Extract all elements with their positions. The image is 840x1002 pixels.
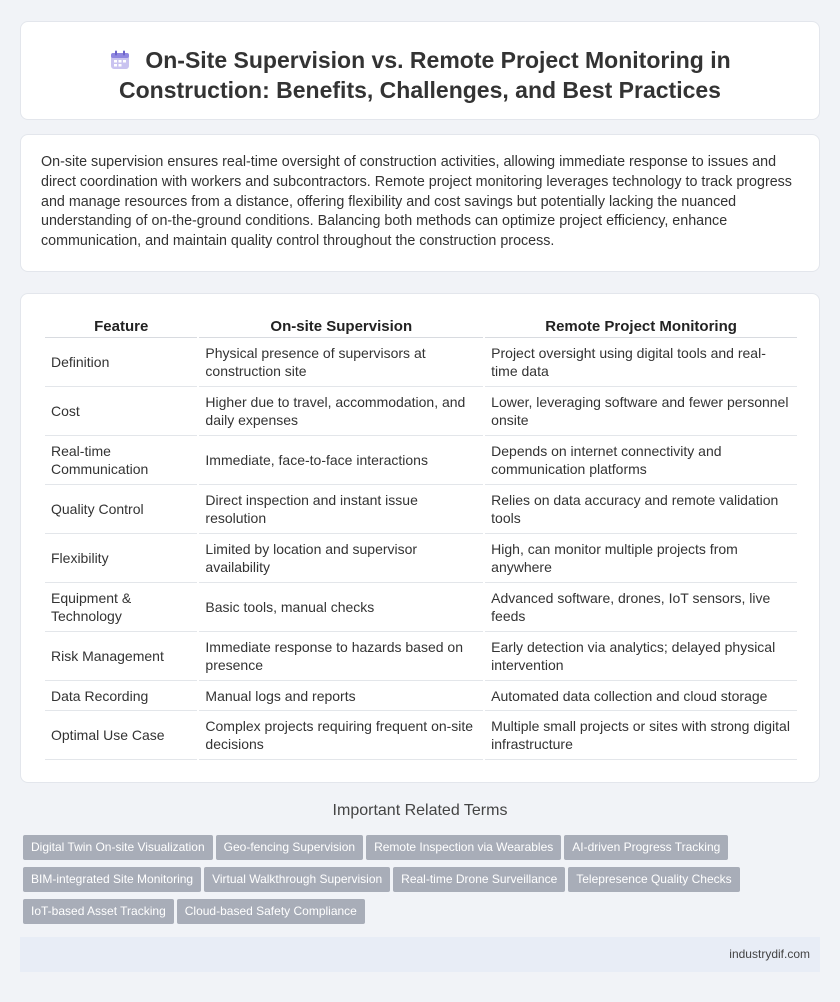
header-on-site: On-site Supervision	[199, 310, 483, 338]
page-title	[41, 45, 799, 105]
on-site-cell: Manual logs and reports	[199, 681, 483, 711]
table-row	[45, 632, 797, 681]
intro-paragraph: On-site supervision ensures real-time oversight of construction activities, allowing immediate response to issues and direct coordination with workers and subcontractors. Remote project monitoring leverages technology to track progress and manage resources from a distance, offering flexibility and cost savings but potentially lacking the nuanced understanding of on-the-ground conditions. Balancing both methods can optimize project efficiency, enhance communication, and maintain quality control throughout the construction process.	[41, 154, 792, 250]
footer-site-link[interactable]: industrydif.com	[729, 947, 810, 961]
table-row	[45, 681, 797, 711]
comparison-card	[20, 293, 820, 783]
feature-cell: Optimal Use Case	[45, 711, 197, 760]
table-header-row	[45, 310, 797, 338]
remote-cell: Advanced software, drones, IoT sensors, live feeds	[485, 583, 797, 632]
table-row	[45, 387, 797, 436]
remote-cell: Multiple small projects or sites with strong digital infrastructure	[485, 711, 797, 760]
remote-cell: High, can monitor multiple projects from anywhere	[485, 534, 797, 583]
page-title-text: On-Site Supervision vs. Remote Project Monitoring in Construction: Benefits, Challenges, and Best Practices	[119, 47, 731, 103]
on-site-cell: Limited by location and supervisor availability	[199, 534, 483, 583]
feature-cell: Real-time Communication	[45, 436, 197, 485]
header-remote: Remote Project Monitoring	[485, 310, 797, 338]
related-term-tag[interactable]: Geo-fencing Supervision	[216, 835, 363, 860]
table-row	[45, 583, 797, 632]
related-terms-tags	[23, 835, 823, 931]
header-feature: Feature	[45, 310, 197, 338]
remote-cell: Early detection via analytics; delayed physical intervention	[485, 632, 797, 681]
feature-cell: Quality Control	[45, 485, 197, 534]
feature-cell: Cost	[45, 387, 197, 436]
related-term-tag[interactable]: BIM-integrated Site Monitoring	[23, 867, 201, 892]
on-site-cell: Immediate, face-to-face interactions	[199, 436, 483, 485]
remote-cell: Project oversight using digital tools and real-time data	[485, 338, 797, 387]
comparison-table	[43, 310, 799, 760]
table-row	[45, 711, 797, 760]
title-card	[20, 21, 820, 120]
feature-cell: Equipment & Technology	[45, 583, 197, 632]
related-term-tag[interactable]: IoT-based Asset Tracking	[23, 899, 174, 924]
on-site-cell: Immediate response to hazards based on presence	[199, 632, 483, 681]
remote-cell: Depends on internet connectivity and communication platforms	[485, 436, 797, 485]
related-term-tag[interactable]: Cloud-based Safety Compliance	[177, 899, 365, 924]
on-site-cell: Higher due to travel, accommodation, and daily expenses	[199, 387, 483, 436]
feature-cell: Risk Management	[45, 632, 197, 681]
related-term-tag[interactable]: Virtual Walkthrough Supervision	[204, 867, 390, 892]
on-site-cell: Direct inspection and instant issue resolution	[199, 485, 483, 534]
table-row	[45, 485, 797, 534]
table-row	[45, 534, 797, 583]
related-terms-heading: Important Related Terms	[332, 802, 508, 819]
feature-cell: Flexibility	[45, 534, 197, 583]
table-row	[45, 436, 797, 485]
on-site-cell: Physical presence of supervisors at construction site	[199, 338, 483, 387]
related-term-tag[interactable]: Real-time Drone Surveillance	[393, 867, 565, 892]
on-site-cell: Basic tools, manual checks	[199, 583, 483, 632]
feature-cell: Definition	[45, 338, 197, 387]
remote-cell: Relies on data accuracy and remote validation tools	[485, 485, 797, 534]
calendar-icon	[109, 49, 131, 71]
remote-cell: Automated data collection and cloud storage	[485, 681, 797, 711]
feature-cell: Data Recording	[45, 681, 197, 711]
remote-cell: Lower, leveraging software and fewer personnel onsite	[485, 387, 797, 436]
related-term-tag[interactable]: Remote Inspection via Wearables	[366, 835, 561, 860]
on-site-cell: Complex projects requiring frequent on-site decisions	[199, 711, 483, 760]
related-term-tag[interactable]: Digital Twin On-site Visualization	[23, 835, 213, 860]
intro-card	[20, 134, 820, 272]
table-row	[45, 338, 797, 387]
related-term-tag[interactable]: AI-driven Progress Tracking	[564, 835, 728, 860]
footer	[20, 937, 820, 972]
related-term-tag[interactable]: Telepresence Quality Checks	[568, 867, 739, 892]
